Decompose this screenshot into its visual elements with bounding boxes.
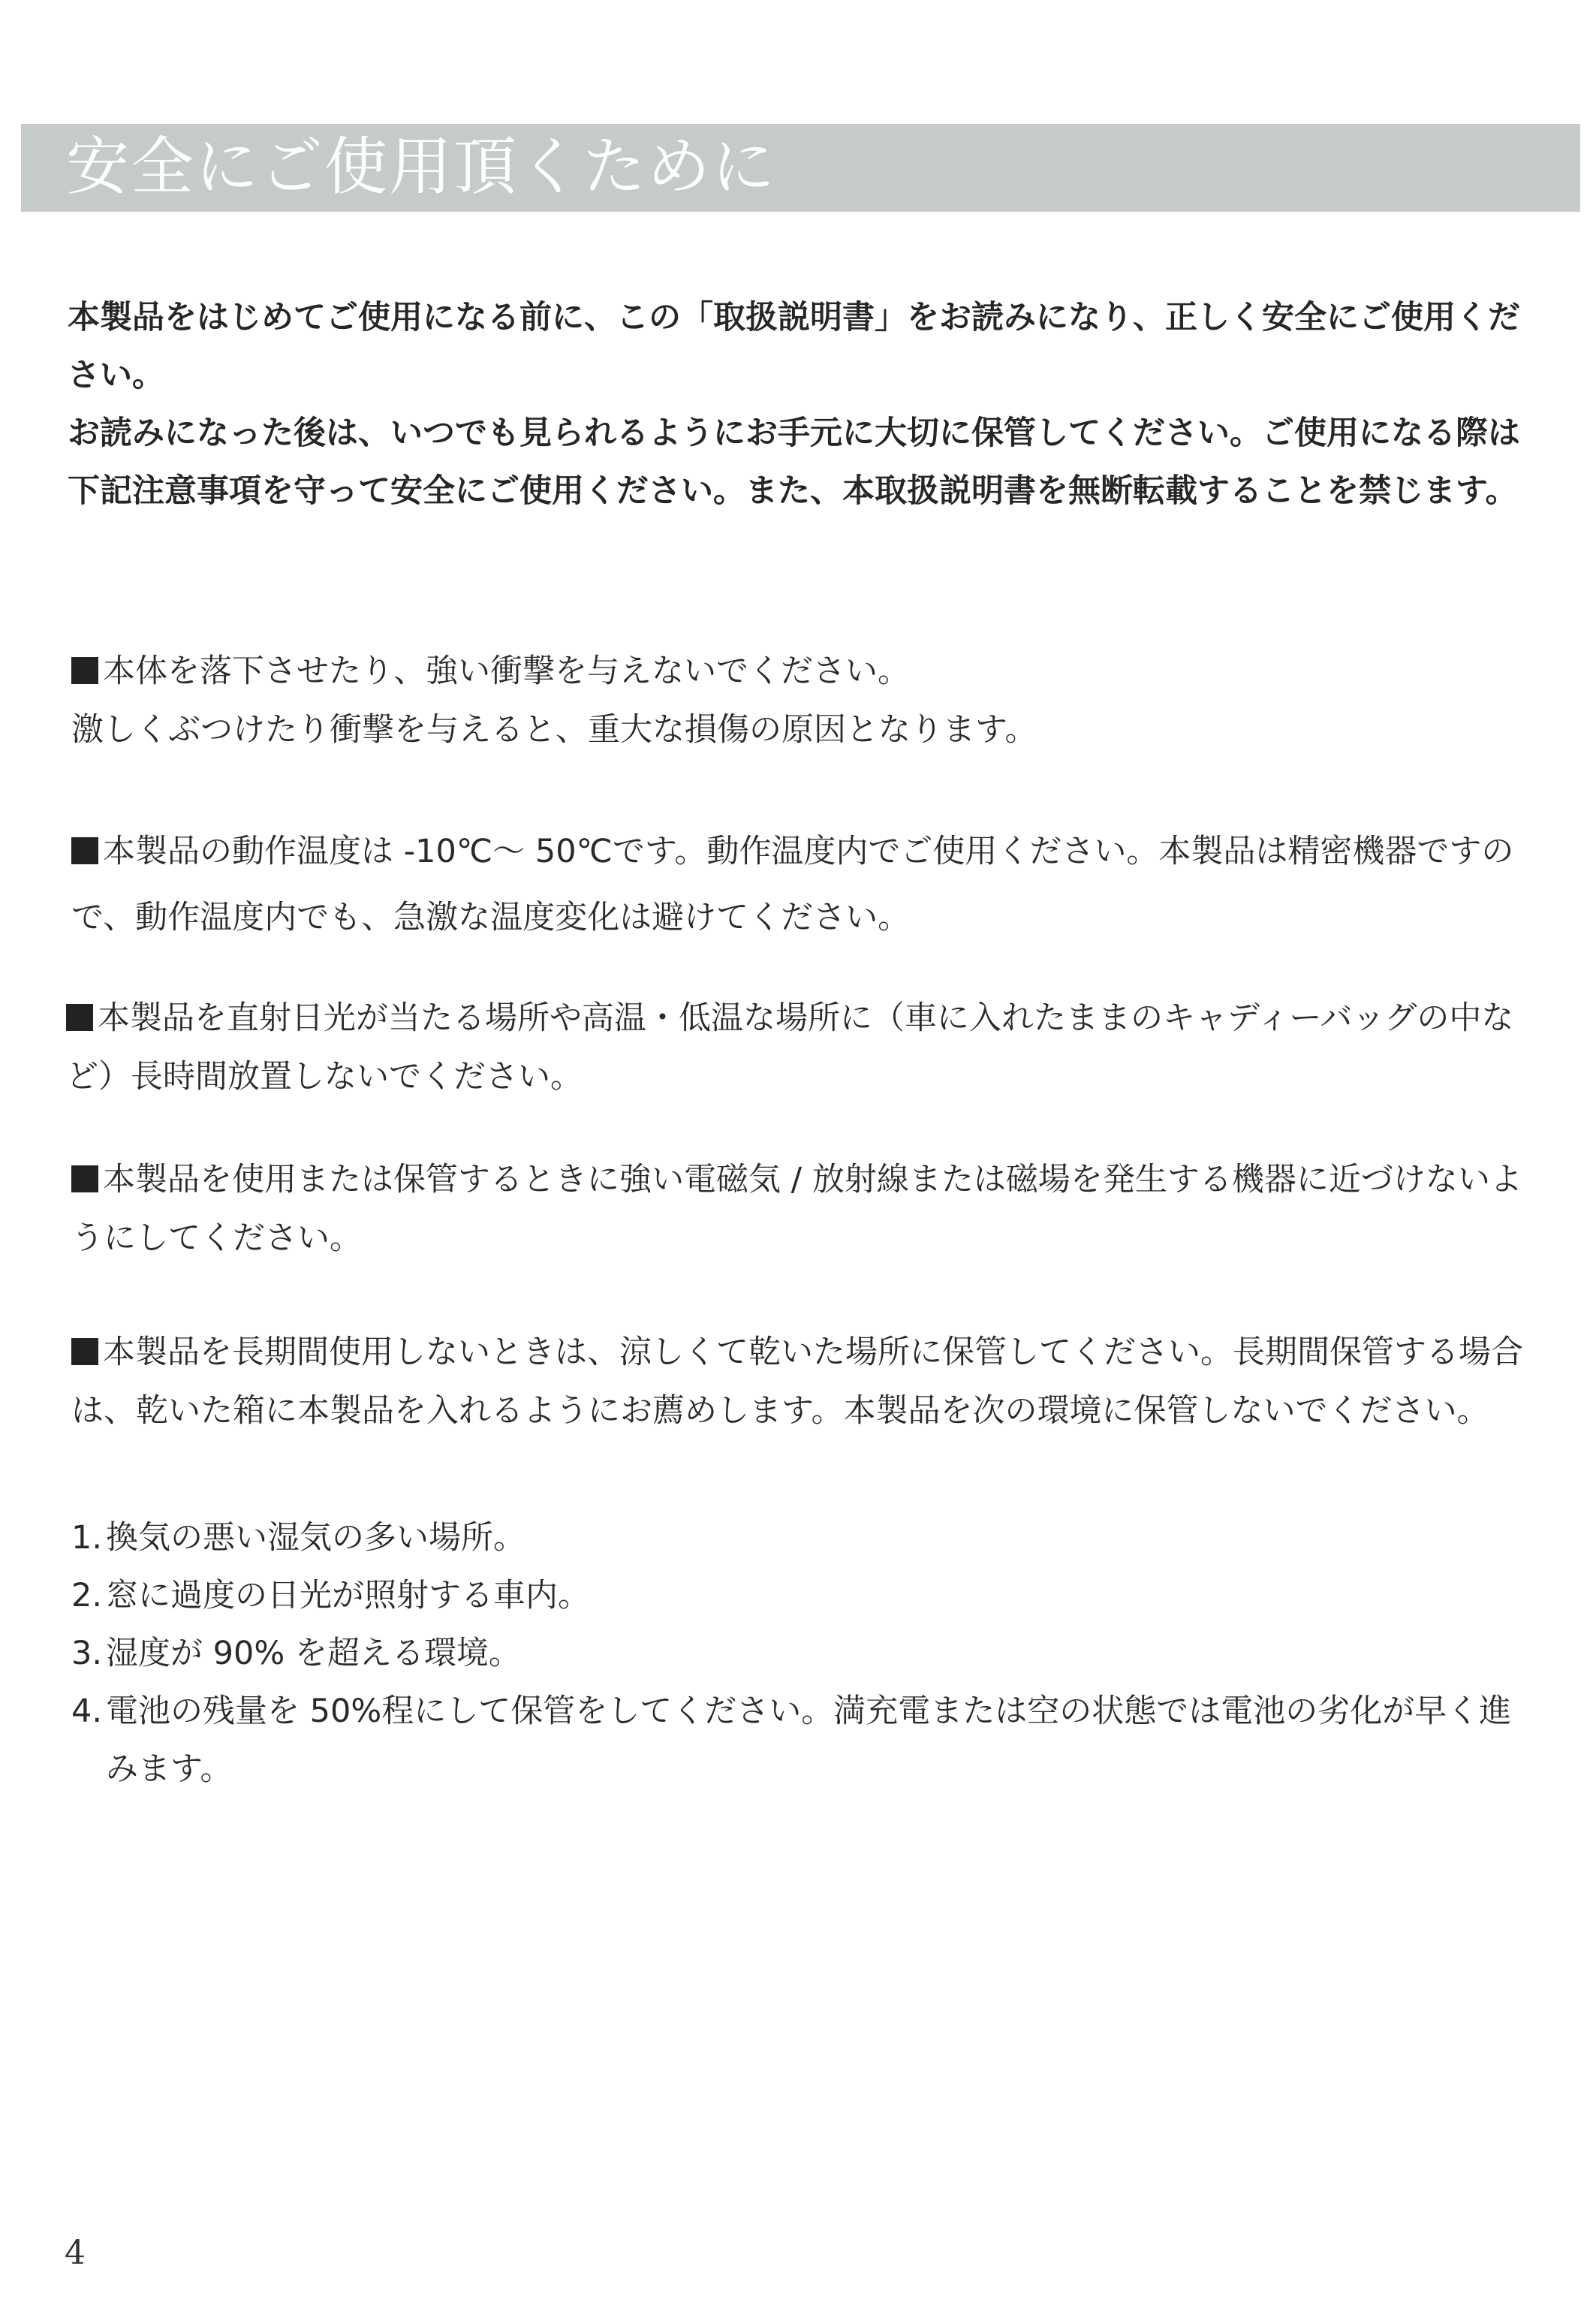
notice-detail: 激しくぶつけたり衝撃を与えると、重大な損傷の原因となります。 bbox=[71, 711, 1037, 749]
page-title: 安全にご使用頂くために bbox=[66, 130, 777, 203]
page-number: 4 bbox=[65, 2234, 86, 2272]
notice-text: 本製品を直射日光が当たる場所や高温・低温な場所に（車に入れたままのキャディーバッグの中など）長時間放置しないでください。 bbox=[66, 999, 1514, 1096]
list-item: 2. 窓に過度の日光が照射する車内。 bbox=[71, 1577, 590, 1614]
intro-paragraph: お読みになった後は、いつでも見られるようにお手元に大切に保管してください。ご使用になる際は下記注意事項を守って安全にご使用ください。また、本取扱説明書を無断転載することを禁じます。 bbox=[68, 414, 1520, 510]
list-item: 3. 湿度が 90% を超える環境。 bbox=[71, 1635, 521, 1672]
notice-impact bbox=[71, 642, 1543, 759]
notice-text: 本製品を使用または保管するときに強い電磁気 / 放射線または磁場を発生する機器に近づけないようにしてください。 bbox=[71, 1161, 1522, 1257]
notice-text: 本製品を長期間使用しないときは、涼しくて乾いた場所に保管してください。長期間保管する場合は、乾いた箱に本製品を入れるようにお薦めします。本製品を次の環境に保管しないでください。 bbox=[71, 1334, 1523, 1430]
square-bullet-icon bbox=[71, 1165, 98, 1192]
notice-text bbox=[71, 642, 1543, 701]
square-bullet-icon bbox=[71, 657, 98, 684]
list-item: 1. 換気の悪い湿気の多い場所。 bbox=[71, 1519, 525, 1557]
notice-text: 本製品の動作温度は -10℃～ 50℃です。動作温度内でご使用ください。本製品は精密機器ですので、動作温度内でも、急激な温度変化は避けてください。 bbox=[71, 833, 1514, 936]
intro-paragraph: 本製品をはじめてご使用になる前に、この「取扱説明書」をお読みになり、正しく安全にご使用ください。 bbox=[68, 299, 1520, 394]
square-bullet-icon bbox=[71, 837, 98, 864]
square-bullet-icon bbox=[71, 1338, 98, 1365]
notice-electromagnetic bbox=[71, 1150, 1543, 1268]
list-item: 4. 電池の残量を 50%程にして保管をしてください。満充電または空の状態では電池の劣化が早く進みます。 bbox=[71, 1693, 1512, 1788]
notice-heading: 本体を落下させたり、強い衝撃を与えないでください。 bbox=[103, 653, 910, 690]
square-bullet-icon bbox=[66, 1004, 93, 1031]
storage-conditions-list bbox=[71, 1509, 1543, 1798]
intro-section bbox=[68, 289, 1539, 520]
notice-storage bbox=[71, 1323, 1543, 1440]
notice-temperature bbox=[71, 818, 1543, 951]
notice-sunlight bbox=[66, 989, 1537, 1106]
